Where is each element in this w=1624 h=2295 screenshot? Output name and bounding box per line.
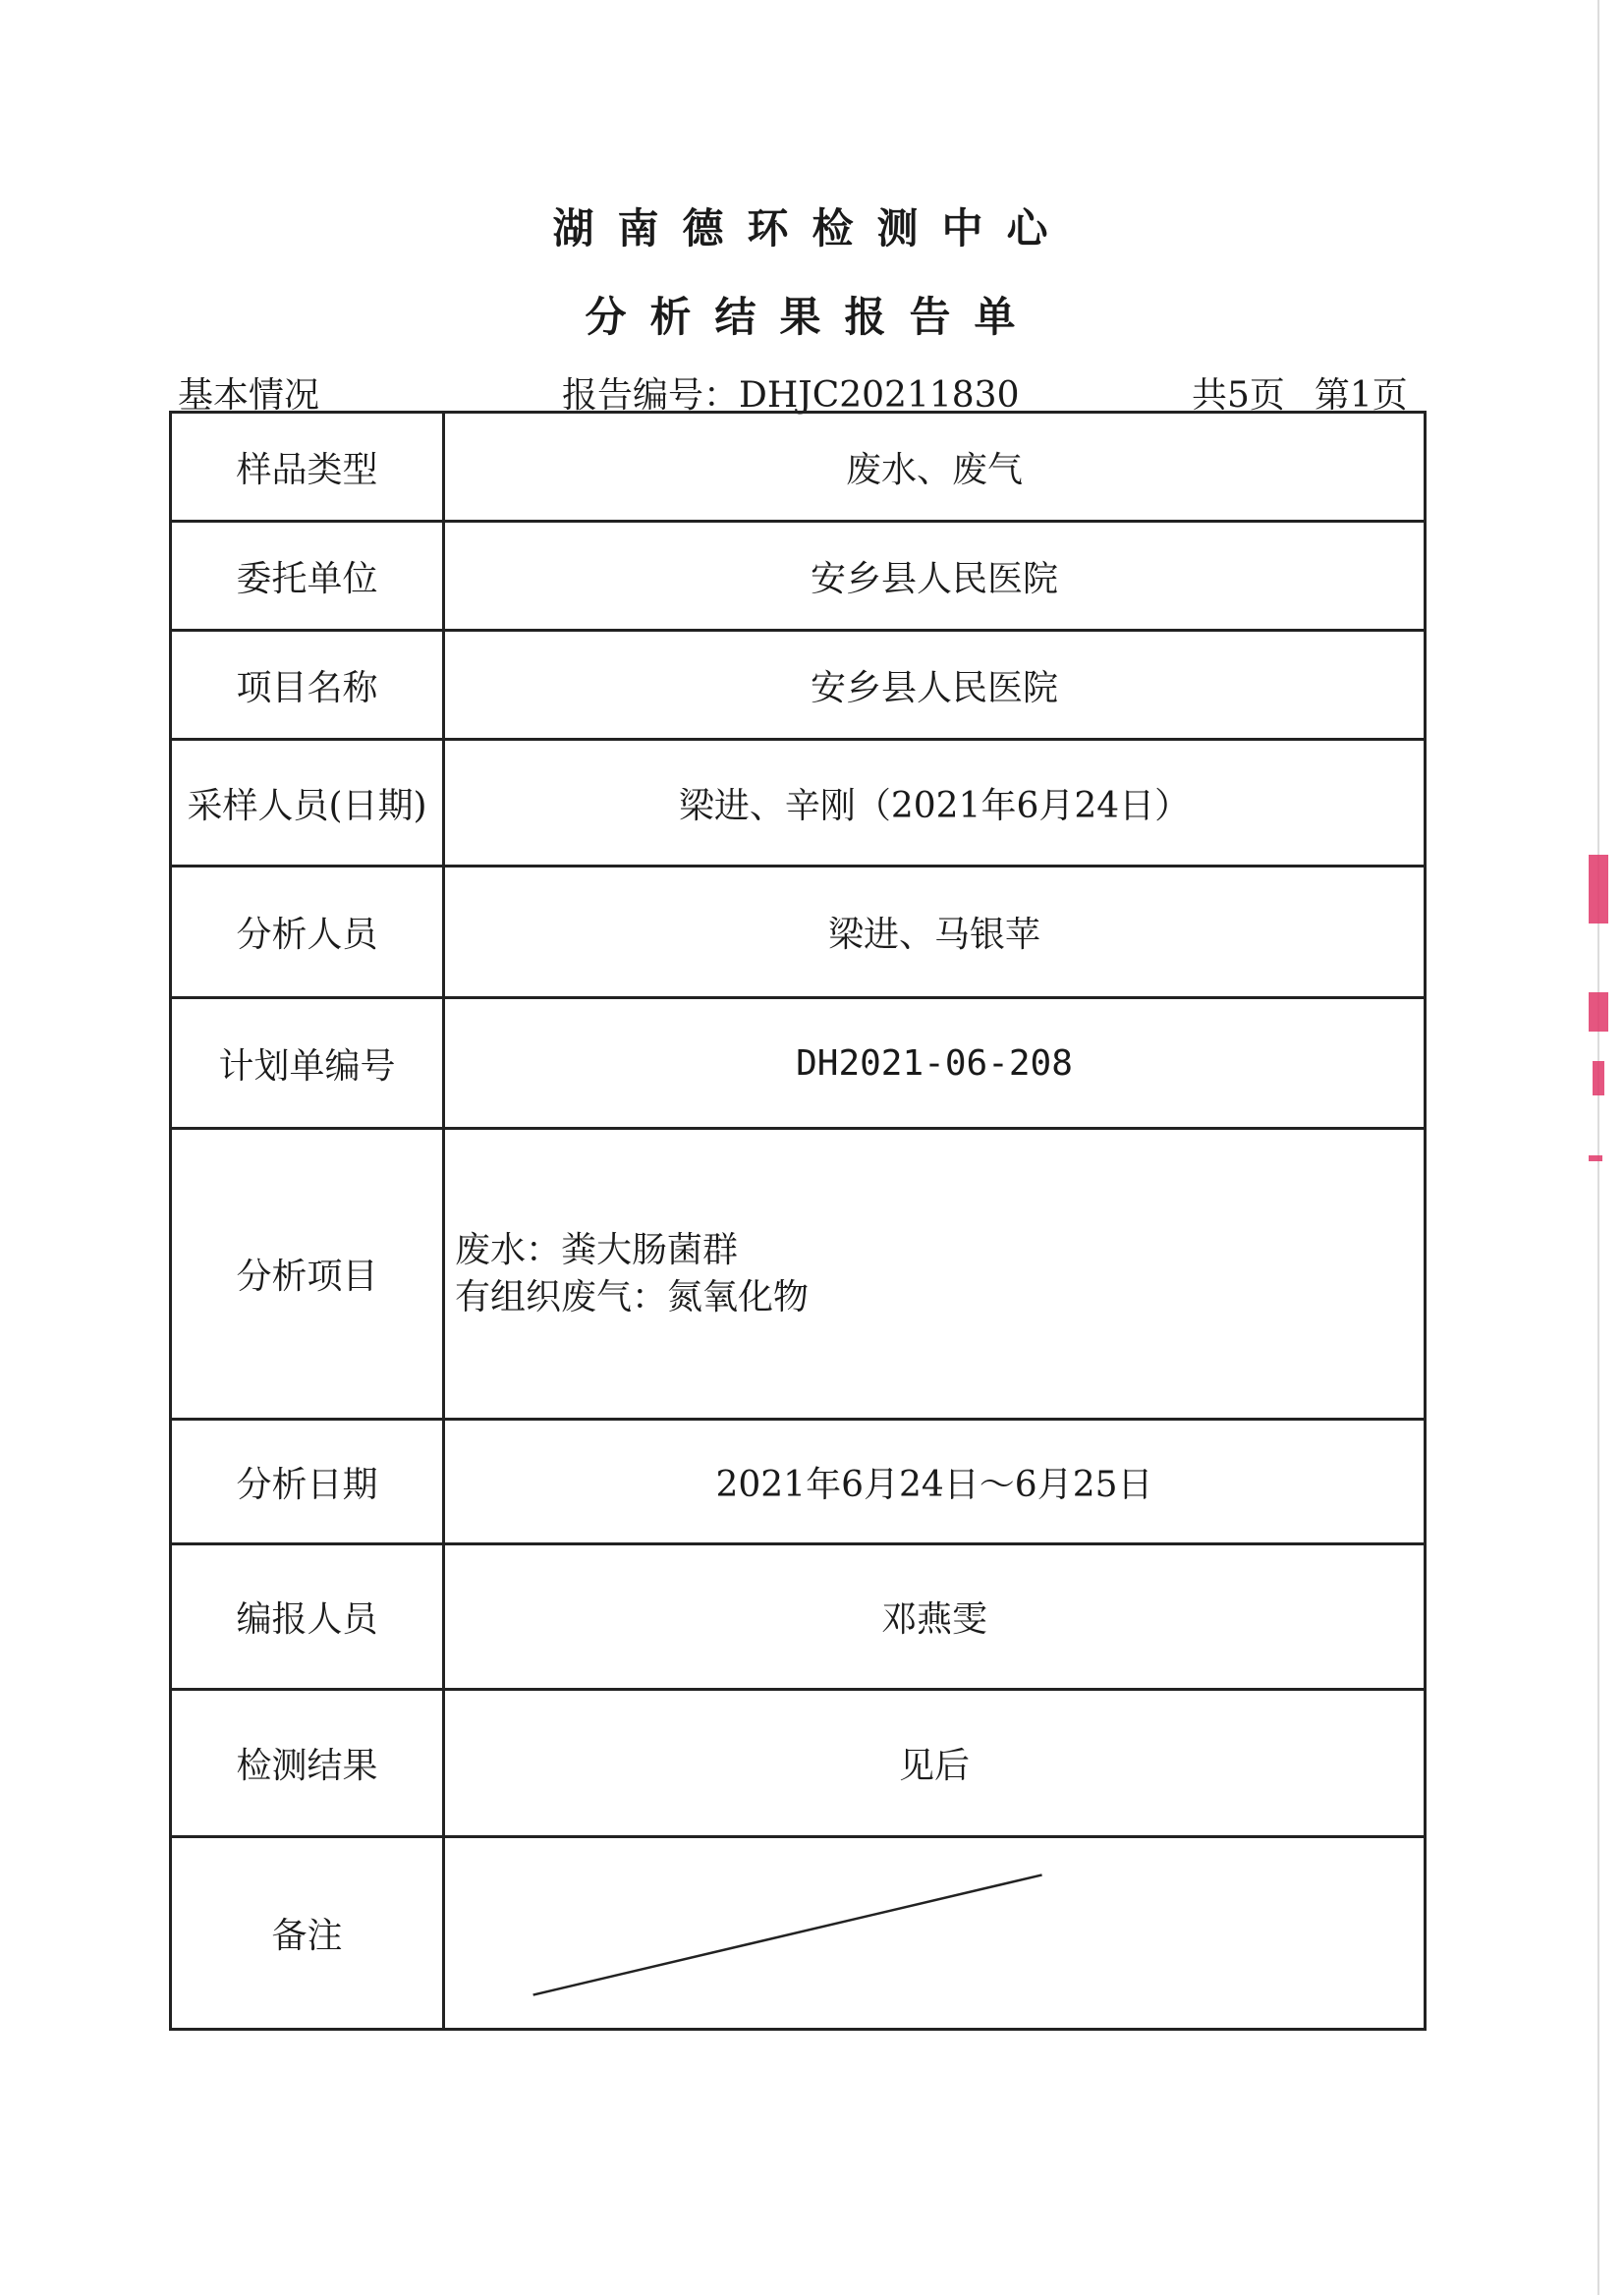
seal-fragment-1: [1589, 855, 1608, 924]
label-items: 分析项目: [171, 1129, 444, 1420]
value-sampler: 梁进、辛刚（2021年6月24日）: [444, 740, 1426, 867]
seal-fragment-4: [1589, 1155, 1602, 1161]
label-compiler: 编报人员: [171, 1544, 444, 1690]
value-compiler: 邓燕雯: [444, 1544, 1426, 1690]
label-sample-type: 样品类型: [171, 413, 444, 522]
value-sample-type: 废水、废气: [444, 413, 1426, 522]
report-title: 分析结果报告单: [585, 293, 1039, 341]
row-compiler: [171, 1544, 1426, 1690]
row-remarks: [171, 1837, 1426, 2030]
value-result: 见后: [444, 1690, 1426, 1837]
report-number: 报告编号：DHJC20211830: [562, 375, 1020, 416]
label-analysis-date: 分析日期: [171, 1420, 444, 1544]
organization-name: 湖南德环检测中心: [552, 204, 1072, 252]
value-items: [444, 1129, 1426, 1420]
row-result: [171, 1690, 1426, 1837]
item-line-waste-gas: 有组织废气：氮氧化物: [455, 1276, 810, 1317]
value-analysis-date: 2021年6月24日～6月25日: [444, 1420, 1426, 1544]
row-analyst: [171, 867, 1426, 998]
value-plan-no: DH2021-06-208: [444, 998, 1426, 1129]
value-remarks: [444, 1837, 1426, 2030]
label-remarks: 备注: [171, 1837, 444, 2030]
remarks-cross-out-line: [445, 1838, 1424, 2028]
row-client: [171, 522, 1426, 631]
current-page: 第1页: [1314, 375, 1408, 416]
total-pages: 共5页: [1192, 375, 1285, 416]
label-analyst: 分析人员: [171, 867, 444, 998]
row-plan-no: [171, 998, 1426, 1129]
page-edge-line: [1597, 0, 1599, 2295]
row-sample-type: [171, 413, 1426, 522]
value-project: 安乡县人民医院: [444, 631, 1426, 740]
label-plan-no: 计划单编号: [171, 998, 444, 1129]
item-line-wastewater: 废水：粪大肠菌群: [455, 1229, 739, 1270]
label-sampler: 采样人员(日期): [171, 740, 444, 867]
section-label: 基本情况: [178, 375, 320, 416]
report-table: [169, 411, 1427, 2031]
label-result: 检测结果: [171, 1690, 444, 1837]
value-client: 安乡县人民医院: [444, 522, 1426, 631]
row-project: [171, 631, 1426, 740]
seal-fragment-2: [1589, 992, 1608, 1032]
label-client: 委托单位: [171, 522, 444, 631]
row-analysis-date: [171, 1420, 1426, 1544]
row-sampler: [171, 740, 1426, 867]
label-project: 项目名称: [171, 631, 444, 740]
value-analyst: 梁进、马银苹: [444, 867, 1426, 998]
row-items: [171, 1129, 1426, 1420]
seal-fragment-3: [1593, 1061, 1604, 1095]
